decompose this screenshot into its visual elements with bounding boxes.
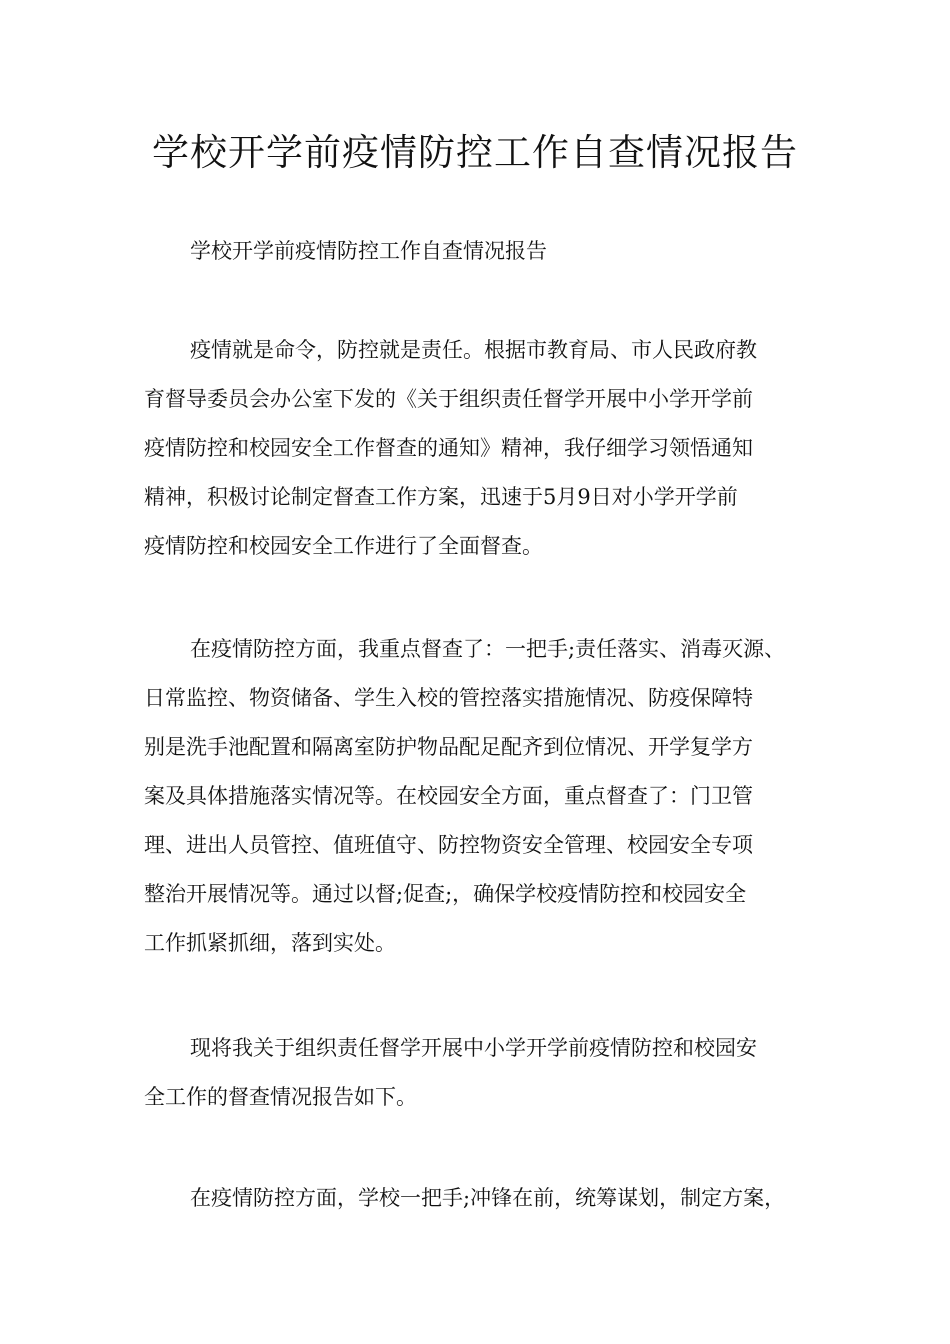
paragraph-line: 在疫情防控方面，学校一把手;冲锋在前，统筹谋划，制定方案， — [190, 1186, 786, 1210]
paragraph-line: 日常监控、物资储备、学生入校的管控落实措施情况、防疫保障特 — [144, 686, 753, 710]
paragraph-line: 疫情就是命令，防控就是责任。根据市教育局、市人民政府教 — [190, 338, 757, 362]
paragraph-2 — [144, 625, 824, 968]
paragraph-line: 整治开展情况等。通过以督;促查;，确保学校疫情防控和校园安全 — [144, 882, 747, 906]
paragraph-3 — [144, 1024, 824, 1122]
paragraph-line: 在疫情防控方面，我重点督查了：一把手;责任落实、消毒灭源、 — [190, 637, 786, 661]
paragraph-line: 育督导委员会办公室下发的《关于组织责任督学开展中小学开学前 — [144, 387, 753, 411]
paragraph-1 — [144, 326, 824, 571]
paragraph-line: 理、进出人员管控、值班值守、防控物资安全管理、校园安全专项 — [144, 833, 753, 857]
paragraph-line: 疫情防控和校园安全工作督查的通知》精神，我仔细学习领悟通知 — [144, 436, 753, 460]
document-subtitle: 学校开学前疫情防控工作自查情况报告 — [190, 239, 547, 263]
paragraph-line: 工作抓紧抓细，落到实处。 — [144, 931, 396, 955]
paragraph-line: 疫情防控和校园安全工作进行了全面督查。 — [144, 534, 543, 558]
paragraph-line: 现将我关于组织责任督学开展中小学开学前疫情防控和校园安 — [190, 1036, 757, 1060]
paragraph-line: 案及具体措施落实情况等。在校园安全方面，重点督查了：门卫管 — [144, 784, 753, 808]
paragraph-line: 别是洗手池配置和隔离室防护物品配足配齐到位情况、开学复学方 — [144, 735, 753, 759]
paragraph-4 — [144, 1174, 824, 1223]
paragraph-line: 全工作的督查情况报告如下。 — [144, 1085, 417, 1109]
document-title: 学校开学前疫情防控工作自查情况报告 — [152, 131, 798, 174]
paragraph-line: 精神，积极讨论制定督查工作方案，迅速于5月9日对小学开学前 — [144, 485, 738, 509]
